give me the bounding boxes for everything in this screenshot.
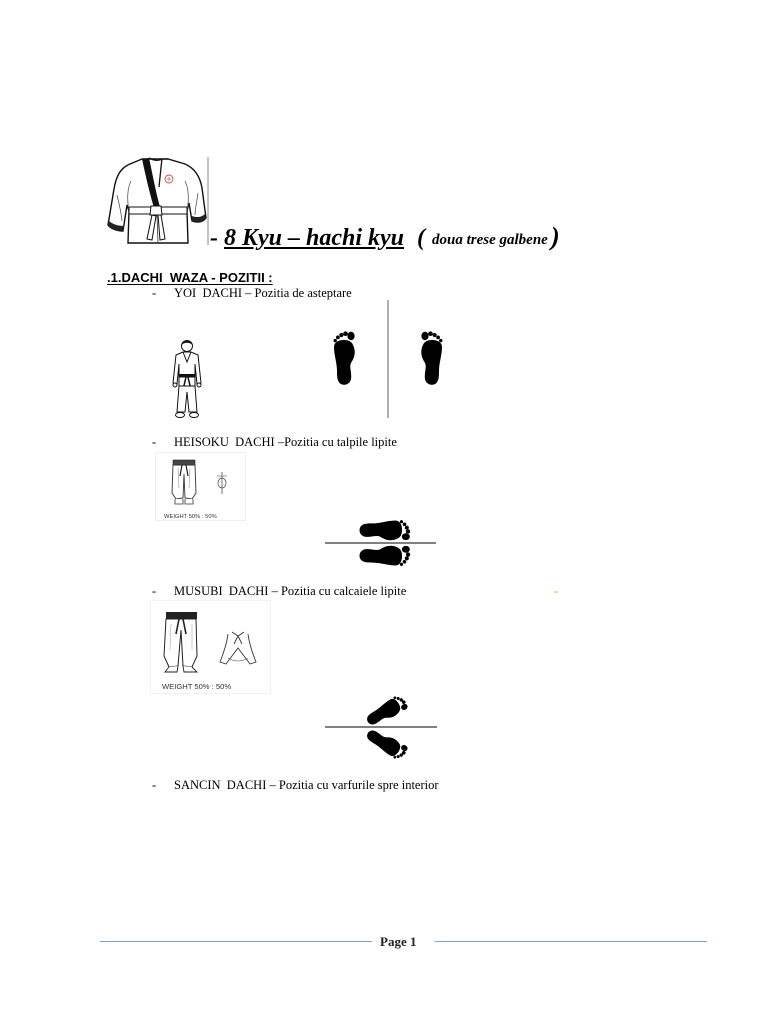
footprint-icon <box>360 546 411 566</box>
list-item: SANCIN DACHI – Pozitia cu varfurile spre interior <box>174 778 439 792</box>
figure-left-fist <box>173 383 177 387</box>
list-bullet: - <box>152 435 157 449</box>
list-item: YOI DACHI – Pozitia de asteptare <box>174 286 352 300</box>
figure-pants <box>177 386 197 412</box>
list-bullet: - <box>152 778 157 792</box>
karate-gi-jacket-icon <box>108 157 208 245</box>
list-bullet: - <box>152 584 157 598</box>
diagram-belt <box>166 612 197 619</box>
footer-rule-right <box>435 941 707 942</box>
footprint-icon <box>421 331 442 384</box>
page-title: 8 Kyu – hachi kyu <box>224 225 405 251</box>
title-open-paren: ( <box>417 225 425 251</box>
karateka-figure-icon <box>173 341 201 418</box>
page-number: Page 1 <box>380 934 417 949</box>
footprint-icon <box>364 726 409 762</box>
title-dash: - <box>210 225 218 251</box>
figure-gi-top <box>173 352 201 386</box>
diagram-frame <box>156 453 246 521</box>
figure-right-fist <box>197 383 201 387</box>
footprint-icon <box>364 693 409 729</box>
footprint-icon <box>360 520 411 540</box>
list-bullet: - <box>152 286 157 300</box>
jacket-belt-knot <box>150 206 162 215</box>
figure-left-foot <box>176 413 185 418</box>
section-heading: .1.DACHI WAZA - POZITII : <box>107 270 273 285</box>
stance-legs-diagram-icon <box>156 453 246 521</box>
jacket-emblem-center <box>167 177 171 181</box>
figure-belt <box>179 374 195 378</box>
title-close-paren: ) <box>551 222 560 251</box>
figure-right-foot <box>190 413 199 418</box>
stance-legs-diagram-icon <box>151 601 271 694</box>
stray-mark: - <box>554 584 559 598</box>
list-item: MUSUBI DACHI – Pozitia cu calcaiele lipite <box>174 584 407 598</box>
musubi-weight-label: WEIGHT 50% : 50% <box>162 682 232 691</box>
list-item: HEISOKU DACHI –Pozitia cu talpile lipite <box>174 435 397 449</box>
footer-rule-left <box>100 941 372 942</box>
heisoku-weight-label: WEIGHT 50% : 50% <box>164 514 217 520</box>
title-subtitle: doua trese galbene <box>432 232 548 248</box>
footprint-icon <box>334 331 355 384</box>
diagram-belt <box>173 460 195 465</box>
